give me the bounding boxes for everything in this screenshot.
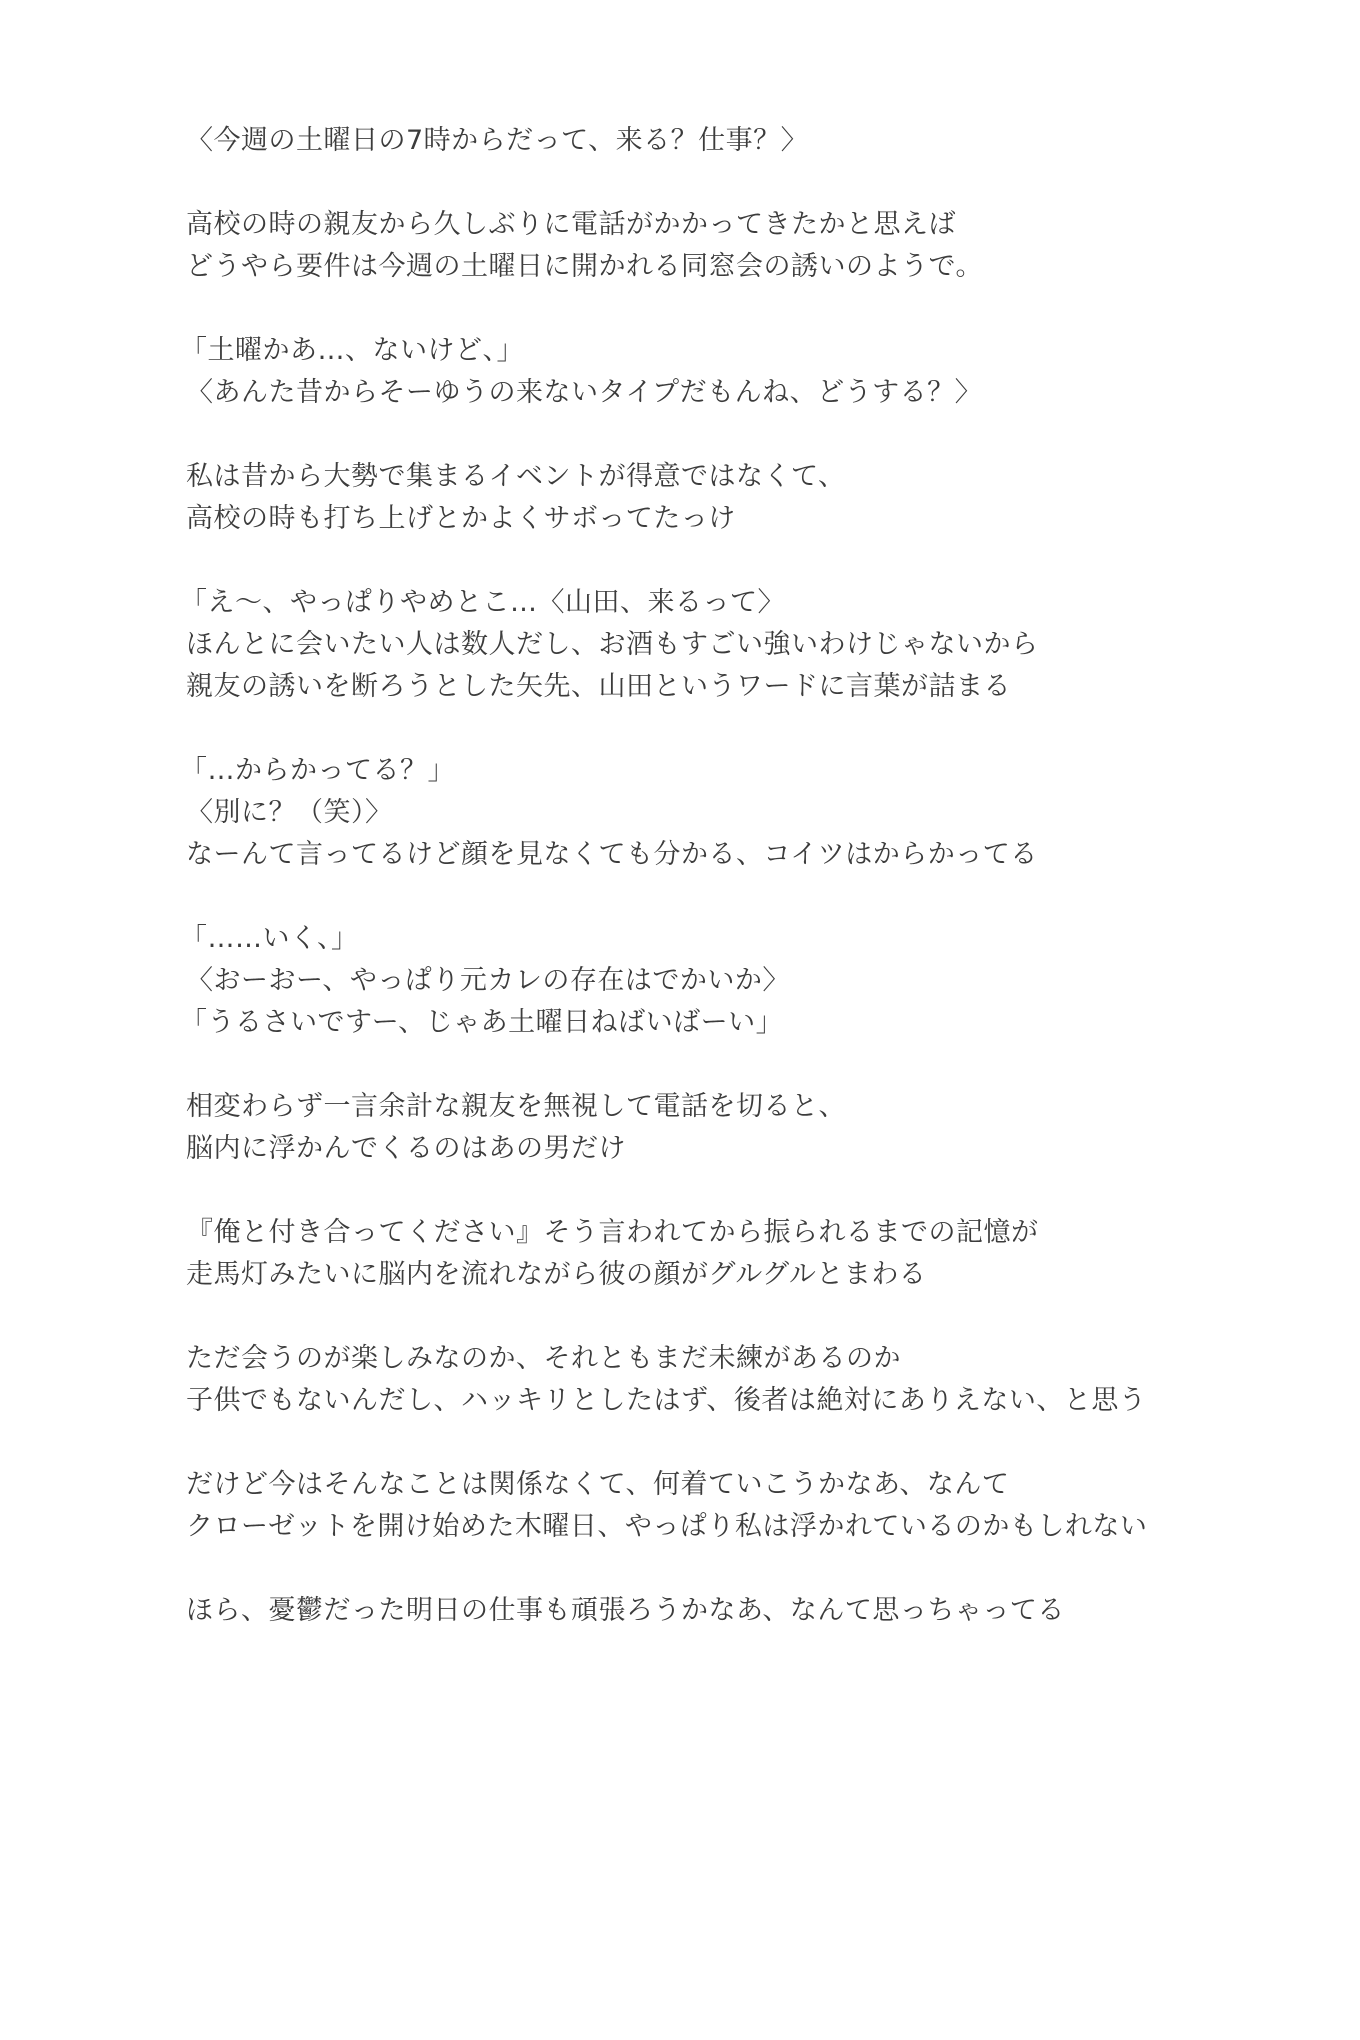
narration-line: 走馬灯みたいに脳内を流れながら彼の顔がグルグルとまわる bbox=[186, 1259, 927, 1290]
dialogue-line: 〈おーおー、やっぱり元カレの存在はでかいか〉 bbox=[186, 965, 790, 996]
narration-line: 脳内に浮かんでくるのはあの男だけ bbox=[186, 1133, 626, 1164]
paragraph bbox=[186, 1464, 1336, 1548]
paragraph bbox=[180, 750, 1336, 876]
dialogue-line: 「土曜かあ…、ないけど、」 bbox=[180, 335, 524, 366]
paragraph bbox=[186, 120, 1336, 162]
dialogue-line: 「…からかってる？」 bbox=[180, 755, 455, 786]
narration-line: クローゼットを開け始めた木曜日、やっぱり私は浮かれているのかもしれない bbox=[186, 1511, 1148, 1542]
dialogue-line: 「え〜、やっぱりやめとこ…〈山田、来るって〉 bbox=[180, 587, 785, 618]
paragraph bbox=[186, 1212, 1336, 1296]
paragraph bbox=[186, 1086, 1336, 1170]
paragraph bbox=[180, 918, 1336, 1044]
narration-line: 高校の時の親友から久しぶりに電話がかかってきたかと思えば bbox=[186, 209, 956, 240]
paragraph bbox=[180, 330, 1336, 414]
paragraph bbox=[186, 456, 1336, 540]
narration-line: ほんとに会いたい人は数人だし、お酒もすごい強いわけじゃないから bbox=[186, 629, 1039, 660]
narration-line: 相変わらず一言余計な親友を無視して電話を切ると、 bbox=[186, 1091, 846, 1122]
paragraph bbox=[186, 1590, 1336, 1632]
story-text bbox=[180, 120, 1336, 1674]
dialogue-line: 〈あんた昔からそーゆうの来ないタイプだもんね、どうする？〉 bbox=[186, 377, 983, 408]
narration-line: なーんて言ってるけど顔を見なくても分かる、コイツはからかってる bbox=[186, 839, 1038, 870]
dialogue-line: 〈別に？（笑）〉 bbox=[186, 797, 393, 828]
narration-line: 親友の誘いを断ろうとした矢先、山田というワードに言葉が詰まる bbox=[186, 671, 1011, 702]
paragraph bbox=[180, 582, 1336, 708]
narration-line: ただ会うのが楽しみなのか、それともまだ未練があるのか bbox=[186, 1343, 901, 1374]
narration-line: だけど今はそんなことは関係なくて、何着ていこうかなあ、なんて bbox=[186, 1469, 1010, 1500]
narration-line: ほら、憂鬱だった明日の仕事も頑張ろうかなあ、なんて思っちゃってる bbox=[186, 1595, 1065, 1626]
narration-line: どうやら要件は今週の土曜日に開かれる同窓会の誘いのようで。 bbox=[186, 251, 983, 282]
dialogue-line: 「うるさいですー、じゃあ土曜日ねばいばーい」 bbox=[180, 1007, 784, 1038]
dialogue-line: 〈今週の土曜日の7時からだって、来る？仕事？〉 bbox=[186, 125, 809, 156]
dialogue-line: 「……いく、」 bbox=[180, 923, 359, 954]
narration-line: 子供でもないんだし、ハッキリとしたはず、後者は絶対にありえない、と思う bbox=[186, 1385, 1147, 1416]
paragraph bbox=[186, 1338, 1336, 1422]
narration-line: 高校の時も打ち上げとかよくサボってたっけ bbox=[186, 503, 736, 534]
narration-line: 『俺と付き合ってください』そう言われてから振られるまでの記憶が bbox=[186, 1217, 1039, 1248]
narration-line: 私は昔から大勢で集まるイベントが得意ではなくて、 bbox=[186, 461, 846, 492]
paragraph bbox=[186, 204, 1336, 288]
